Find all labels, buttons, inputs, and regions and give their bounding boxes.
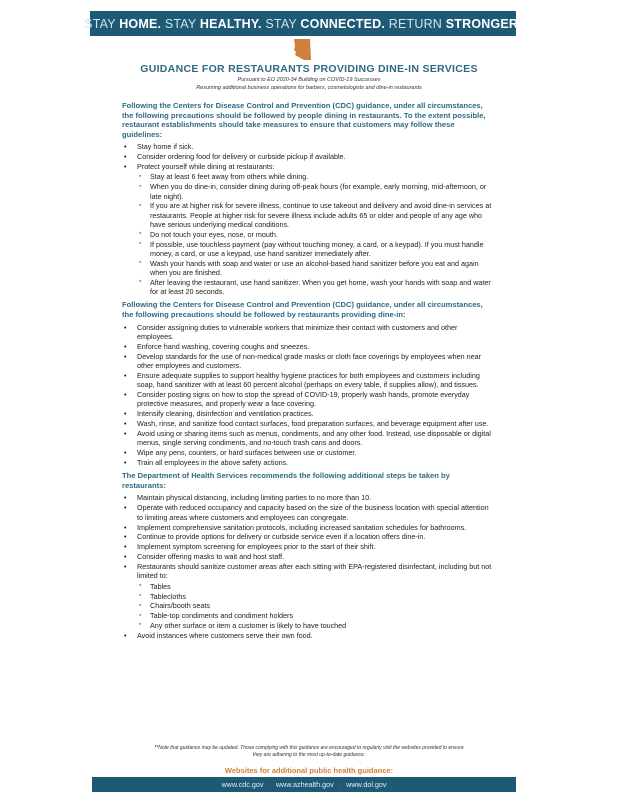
sub-list-item: ▪ When you do dine-in, consider dining during off-peak hours (for example, early morning, mid-afternoon, or late night). — [137, 182, 492, 201]
slogan-part: RETURN STRONGER. — [385, 16, 522, 31]
section-heading-dhs: The Department of Health Services recommends the following additional steps be taken by restaurants: — [122, 471, 450, 490]
list-item: • Consider assigning duties to vulnerable workers that minimize their contact with customers and other employees. — [122, 323, 492, 342]
list-item — [122, 162, 492, 296]
section-heading-restaurants: Following the Centers for Disease Control and Prevention (CDC) guidance, under all circumstances, the following precautions should be followed by restaurants providing dine-in: — [122, 300, 483, 319]
list-item: • Implement symptom screening for employees prior to the start of their shift. — [122, 542, 492, 551]
separator: · — [338, 780, 342, 789]
link-cdc[interactable]: www.cdc.gov — [221, 780, 264, 789]
list-item: • Train all employees in the above safety actions. — [122, 458, 492, 467]
slogan-part: STAY HOME. — [84, 16, 162, 31]
separator: · — [268, 780, 271, 789]
arizona-state-icon — [290, 37, 316, 63]
dining-precautions-sublist — [137, 172, 492, 296]
list-item: • Wash, rinse, and sanitize food contact surfaces, food preparation surfaces, and beverage equipment after use. — [122, 419, 492, 428]
link-azhealth[interactable]: www.azhealth.gov — [275, 780, 334, 789]
list-item: • Implement comprehensive sanitation protocols, including increased sanitation schedules for bathrooms. — [122, 523, 492, 532]
list-item: • Enforce hand washing, covering coughs and sneezes. — [122, 342, 492, 351]
subtitle-scope: Resuming additional business operations for barbers, cosmetologists and dine-in restaurants — [196, 85, 422, 91]
customer-precautions-list — [122, 142, 492, 296]
slogan-part: STAY HEALTHY. — [161, 16, 262, 31]
list-item: • Operate with reduced occupancy and capacity based on the size of the business location with special attention to limiting areas where customers and employees can congregate. — [122, 503, 492, 522]
websites-heading: Websites for additional public health guidance: — [224, 766, 394, 775]
link-dol[interactable]: www.dol.gov — [346, 780, 387, 789]
list-item: • Ensure adequate supplies to support healthy hygiene practices for both employees and customers including soap, hand sanitizer with at least 60 percent alcohol (perhaps on every table, if supplies allow), and tissues. — [122, 371, 492, 390]
page-title: GUIDANCE FOR RESTAURANTS PROVIDING DINE-IN SERVICES — [140, 63, 478, 75]
list-item-text: Protect yourself while dining at restaurants: — [137, 162, 275, 172]
list-item: • Consider offering masks to wait and host staff. — [122, 552, 492, 561]
list-item: • Continue to provide options for delivery or curbside service even if a location offers dine-in. — [122, 532, 492, 541]
list-item: • Develop standards for the use of non-medical grade masks or cloth face coverings by employees when near other employees and customers. — [122, 352, 492, 371]
sub-list-item: ▪ Any other surface or item a customer is likely to have touched — [137, 621, 492, 630]
list-item: • Maintain physical distancing, including limiting parties to no more than 10. — [122, 493, 492, 502]
list-item: • Consider ordering food for delivery or curbside pickup if available. — [122, 152, 492, 161]
update-note: **Note that guidance may be updated. Those complying with this guidance are encouraged to regularly visit the websites provided to ensure they are adhering to the most up-to-date guidance. — [154, 745, 464, 758]
sub-list-item: ▪ Tablecloths — [137, 592, 492, 601]
list-item: • Avoid using or sharing items such as menus, condiments, and any other food. Instead, use disposable or digital menus, single serving condiments, and no-touch trash cans and doors. — [122, 429, 492, 448]
list-item: • Consider posting signs on how to stop the spread of COVID-19, properly wash hands, promote everyday protective measures, and properly wear a face covering. — [122, 390, 492, 409]
dhs-recommendations-list — [122, 493, 492, 640]
sub-list-item: ▪ After leaving the restaurant, use hand sanitizer. When you get home, wash your hands with soap and water for at least 20 seconds. — [137, 278, 492, 297]
list-item — [122, 562, 492, 630]
list-item-text: Restaurants should sanitize customer areas after each sitting with EPA-registered disinfectant, including but not limited to: — [137, 562, 492, 581]
list-item: • Stay home if sick. — [122, 142, 492, 151]
subtitle-order: Pursuant to EO 2020-34 Building on COVID-19 Successes — [237, 77, 381, 83]
sub-list-item: ▪ If possible, use touchless payment (pay without touching money, a card, or a keypad). If you must handle money, a card, or use a keypad, use hand sanitizer immediately after. — [137, 240, 492, 259]
section-heading-customers: Following the Centers for Disease Control and Prevention (CDC) guidance, under all circumstances, the following precautions should be followed by people dining in restaurants. To the extent possible, restaurant establishments should take measures to ensure that customers may follow these guidelines: — [122, 101, 486, 139]
sub-list-item: ▪ Tables — [137, 582, 492, 591]
sub-list-item: ▪ Table-top condiments and condiment holders — [137, 611, 492, 620]
slogan-banner — [84, 11, 522, 36]
sub-list-item: ▪ Stay at least 6 feet away from others while dining. — [137, 172, 492, 181]
list-item: • Wipe any pens, counters, or hard surfaces between use or customer. — [122, 448, 492, 457]
restaurant-precautions-list — [122, 323, 492, 468]
list-item: • Intensify cleaning, disinfection and ventilation practices. — [122, 409, 492, 418]
slogan-part: STAY CONNECTED. — [261, 16, 386, 31]
sub-list-item: ▪ Chairs/booth seats — [137, 601, 492, 610]
sub-list-item: ▪ Wash your hands with soap and water or use an alcohol-based hand sanitizer before you eat and again when you are finished. — [137, 259, 492, 278]
sub-list-item: ▪ Do not touch your eyes, nose, or mouth. — [137, 230, 492, 239]
guidance-body — [122, 101, 492, 644]
list-item: • Avoid instances where customers serve their own food. — [122, 631, 492, 640]
sanitize-surfaces-sublist — [137, 582, 492, 630]
sub-list-item: ▪ If you are at higher risk for severe illness, continue to use takeout and delivery and avoid dine-in services at restaurants. People at higher risk for severe illness include adults 65 or older and people of any age who have serious underlying medical conditions. — [137, 201, 492, 229]
websites-footer — [92, 777, 516, 792]
